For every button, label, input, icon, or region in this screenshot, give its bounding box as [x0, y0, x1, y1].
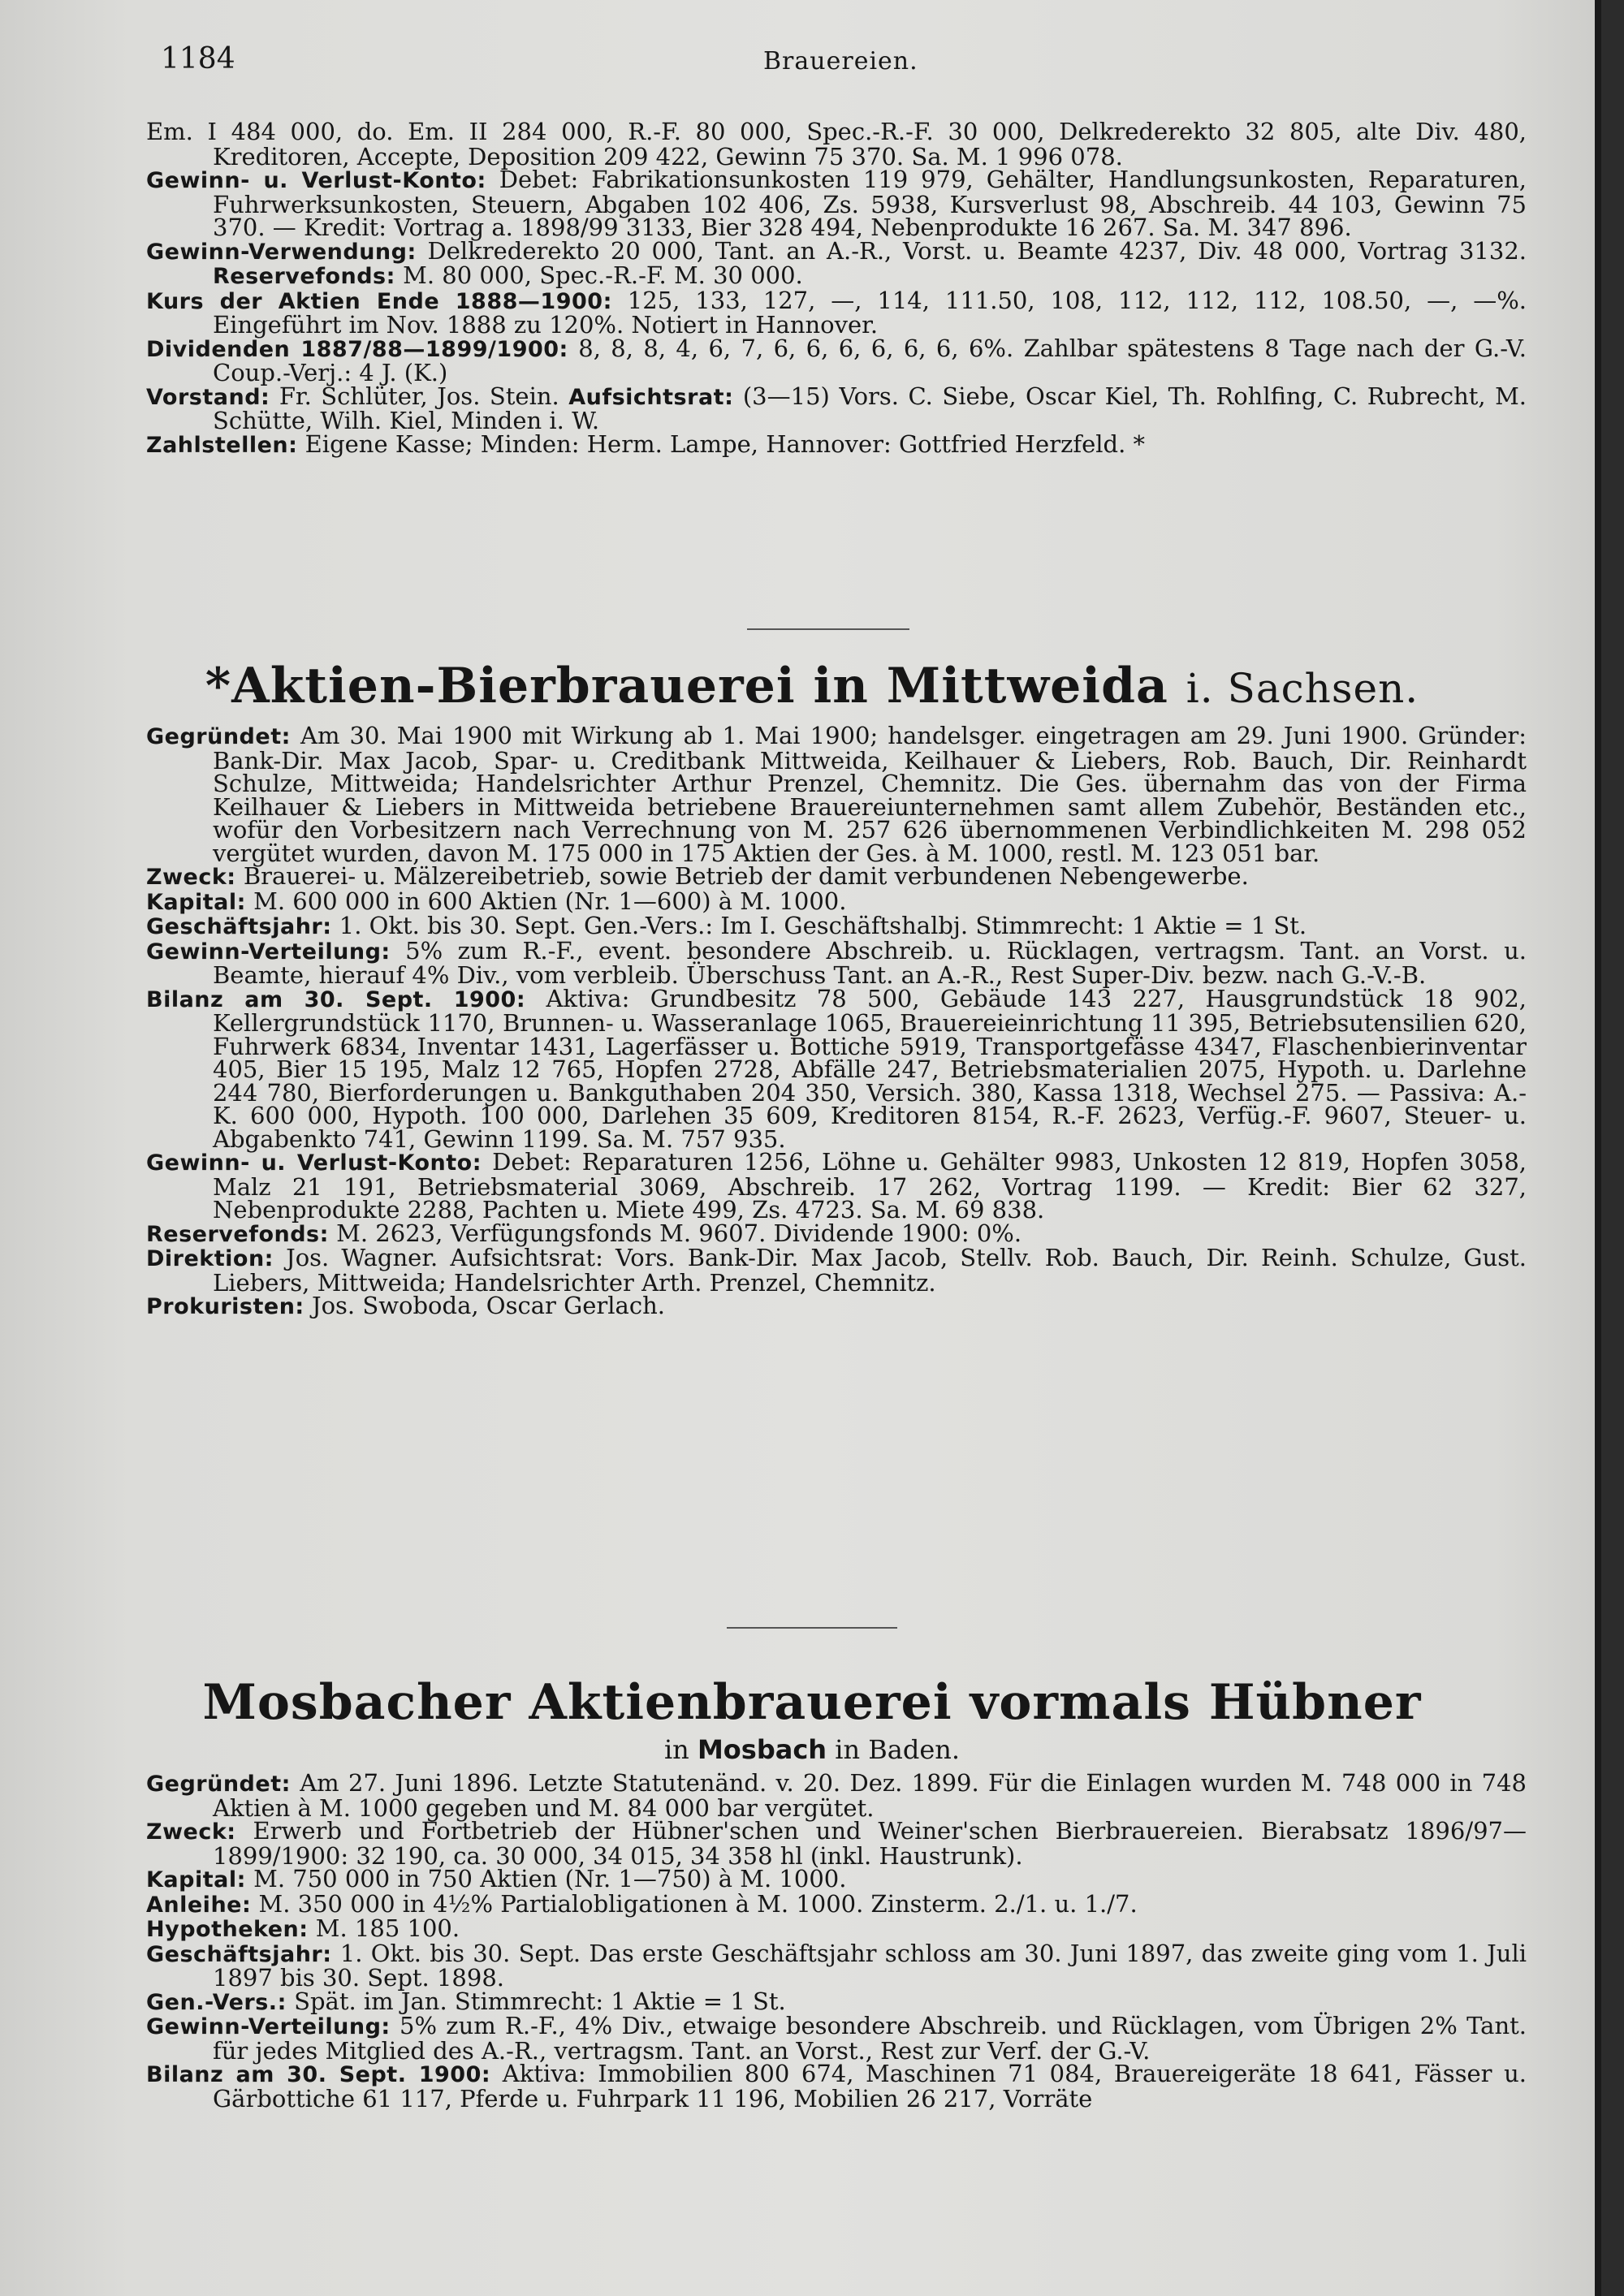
- entry-paragraph: Anleihe: M. 350 000 in 4½% Partialobligationen à M. 1000. Zinsterm. 2./1. u. 1./7.: [146, 1889, 1138, 1918]
- running-head: Brauereien.: [763, 47, 918, 76]
- entry-paragraph: Geschäftsjahr: 1. Okt. bis 30. Sept. Das erste Geschäftsjahr schloss am 30. Juni 1897, das zweite ging vom 1. Juli 1897 bis 30. Sept. 1898.: [146, 1939, 1527, 1992]
- company-title: [0, 658, 1624, 714]
- entry-paragraph: Geschäftsjahr: 1. Okt. bis 30. Sept. Gen.-Vers.: Im I. Geschäftshalbj. Stimmrecht: 1 Aktie = 1 St.: [146, 912, 1307, 939]
- entry-paragraph: Kurs der Aktien Ende 1888—1900: 125, 133, 127, —, 114, 111.50, 108, 112, 112, 112, 108.50, —, —%. Eingeführt im Nov. 1888 zu 120%. Notiert in Hannover.: [146, 286, 1527, 339]
- entry-paragraph: Gewinn- u. Verlust-Konto: Debet: Reparaturen 1256, Löhne u. Gehälter 9983, Unkosten 12 819, Hopfen 3058, Malz 21 191, Betriebsmaterial 3069, Abschreib. 17 262, Vortrag 1199. — Kredit: Bier 62 327, Nebenprodukte 2288, Pachten u. Miete 499, Zs. 4723. Sa. M. 69 838.: [146, 1148, 1527, 1224]
- page-number: 1184: [161, 42, 235, 76]
- entry-paragraph: Hypotheken: M. 185 100.: [146, 1914, 460, 1942]
- binding-shadow: [1595, 0, 1601, 2296]
- section-divider: [727, 1627, 897, 1629]
- entry-paragraph: Reservefonds: M. 2623, Verfügungsfonds M. 9607. Dividende 1900: 0%.: [146, 1219, 1022, 1247]
- entry-paragraph: Direktion: Jos. Wagner. Aufsichtsrat: Vors. Bank-Dir. Max Jacob, Stellv. Rob. Bauch, Dir. Reinh. Schulze, Gust. Liebers, Mittweida; Handelsrichter Arth. Prenzel, Chemnitz.: [146, 1244, 1527, 1297]
- section-divider: [747, 628, 909, 630]
- entry-paragraph: Bilanz am 30. Sept. 1900: Aktiva: Grundbesitz 78 500, Gebäude 143 227, Hausgrundstück 18 902, Kellergrundstück 1170, Brunnen- u. Wasseranlage 1065, Brauereieinrichtung 11 395, Betriebsutensilien 620, Fuhrwerk 6834, Inventar 1431, Lagerfässer u. Bottiche 5919, Transportgefässe 4347, Flaschenbierinventar 405, Bier 15 195, Malz 12 765, Hopfen 2728, Abfälle 247, Betriebsmaterialien 2075, Hypoth. u. Darlehne 244 780, Bierforderungen u. Bankguthaben 204 350, Versich. 380, Kassa 1318, Wechsel 275. — Passiva: A.-K. 600 000, Hypoth. 100 000, Darlehen 35 609, Kreditoren 8154, R.-F. 2623, Verfüg.-F. 9607, Steuer- u. Abgabenkto 741, Gewinn 1199. Sa. M. 757 935.: [146, 984, 1527, 1153]
- company-title: Mosbacher Aktienbrauerei vormals Hübner: [202, 1674, 1422, 1731]
- entry-paragraph: Vorstand: Fr. Schlüter, Jos. Stein. Aufsichtsrat: (3—15) Vors. C. Siebe, Oscar Kiel, Th. Rohlfing, C. Rubrecht, M. Schütte, Wilh. Kiel, Minden i. W.: [146, 382, 1527, 434]
- entry-paragraph: Zahlstellen: Eigene Kasse; Minden: Herm. Lampe, Hannover: Gottfried Herzfeld. *: [146, 429, 1146, 458]
- entry-paragraph: Gegründet: Am 27. Juni 1896. Letzte Statutenänd. v. 20. Dez. 1899. Für die Einlagen wurden M. 748 000 in 748 Aktien à M. 1000 gegeben und M. 84 000 bar vergütet.: [146, 1769, 1527, 1822]
- entry-paragraph: Bilanz am 30. Sept. 1900: Aktiva: Immobilien 800 674, Maschinen 71 084, Brauereigeräte 18 641, Fässer u. Gärbottiche 61 117, Pferde u. Fuhrpark 11 196, Mobilien 26 217, Vorräte: [146, 2060, 1527, 2113]
- entry-paragraph: Gewinn-Verteilung: 5% zum R.-F., 4% Div., etwaige besondere Abschreib. und Rücklagen, vom Übrigen 2% Tant. für jedes Mitglied des A.-R., vertragsm. Tant. an Vorst., Rest zur Verf. der G.-V.: [146, 2012, 1527, 2065]
- page-header: [0, 42, 1583, 91]
- entry-paragraph: Gegründet: Am 30. Mai 1900 mit Wirkung ab 1. Mai 1900; handelsger. eingetragen am 29. Juni 1900. Gründer: Bank-Dir. Max Jacob, Spar- u. Creditbank Mittweida, Keilhauer & Liebers, Rob. Bauch, Dir. Reinhardt Schulze, Mittweida; Handelsrichter Arthur Prenzel, Chemnitz. Die Ges. übernahm das von der Firma Keilhauer & Liebers in Mittweida betriebene Brauereiunternehmen samt allem Zubehör, Beständen etc., wofür den Vorbesitzern nach Verrechnung von M. 257 626 übernommenen Verbindlichkeiten M. 298 052 vergütet wurden, davon M. 175 000 in 175 Aktien der Ges. à M. 1000, restl. M. 123 051 bar.: [146, 722, 1527, 867]
- entry-paragraph: Zweck: Erwerb und Fortbetrieb der Hübner'schen und Weiner'schen Bierbrauereien. Bierabsatz 1896/97—1899/1900: 32 190, ca. 30 000, 34 015, 34 358 hl (inkl. Haustrunk).: [146, 1817, 1527, 1870]
- company-subtitle: in Mosbach in Baden.: [663, 1734, 961, 1765]
- company-title-location: i. Sachsen.: [1186, 665, 1419, 712]
- entry-paragraph: Kapital: M. 750 000 in 750 Aktien (Nr. 1—750) à M. 1000.: [146, 1865, 847, 1892]
- company-title-main: *Aktien-Bierbrauerei in Mittweida: [205, 658, 1168, 714]
- entry-paragraph: Prokuristen: Jos. Swoboda, Oscar Gerlach.: [146, 1292, 665, 1319]
- entry-paragraph: Kapital: M. 600 000 in 600 Aktien (Nr. 1—600) à M. 1000.: [146, 887, 847, 915]
- entry-paragraph: Gen.-Vers.: Spät. im Jan. Stimmrecht: 1 Aktie = 1 St.: [146, 1987, 786, 2015]
- previous-entry: [146, 120, 1527, 457]
- binding-edge: [1601, 0, 1624, 2296]
- entry-paragraph: Gewinn-Verwendung: Delkrederekto 20 000, Tant. an A.-R., Vorst. u. Beamte 4237, Div. 48 000, Vortrag 3132. Reservefonds: M. 80 000, Spec.-R.-F. M. 30 000.: [146, 236, 1527, 289]
- entry-paragraph: Gewinn-Verteilung: 5% zum R.-F., event. besondere Abschreib. u. Rücklagen, vertragsm. Tant. an Vorst. u. Beamte, hierauf 4% Div., vom verbleib. Überschuss Tant. an A.-R., Rest Super-Div. bezw. nach G.-V.-B.: [146, 936, 1527, 989]
- entry-paragraph: Zweck: Brauerei- u. Mälzereibetrieb, sowie Betrieb der damit verbundenen Nebengewerbe.: [146, 862, 1249, 890]
- entry-paragraph: Dividenden 1887/88—1899/1900: 8, 8, 8, 4, 6, 7, 6, 6, 6, 6, 6, 6, 6%. Zahlbar spätestens 8 Tage nach der G.-V. Coup.-Verj.: 4 J. (K.): [146, 334, 1527, 386]
- entry-paragraph: Gewinn- u. Verlust-Konto: Debet: Fabrikationsunkosten 119 979, Gehälter, Handlungsunkosten, Reparaturen, Fuhrwerksunkosten, Steuern, Abgaben 102 406, Zs. 5938, Kursverlust 98, Abschreib. 44 103, Gewinn 75 370. — Kredit: Vortrag a. 1898/99 3133, Bier 328 494, Nebenprodukte 16 267. Sa. M. 347 896.: [146, 166, 1527, 241]
- company-entry-mosbach: [146, 1769, 1527, 2113]
- entry-paragraph: Em. I 484 000, do. Em. II 284 000, R.-F. 80 000, Spec.-R.-F. 30 000, Delkrederekto 32 805, alte Div. 480, Kreditoren, Accepte, Deposition 209 422, Gewinn 75 370. Sa. M. 1 996 078.: [146, 118, 1527, 170]
- company-entry-mittweida: [146, 724, 1527, 1319]
